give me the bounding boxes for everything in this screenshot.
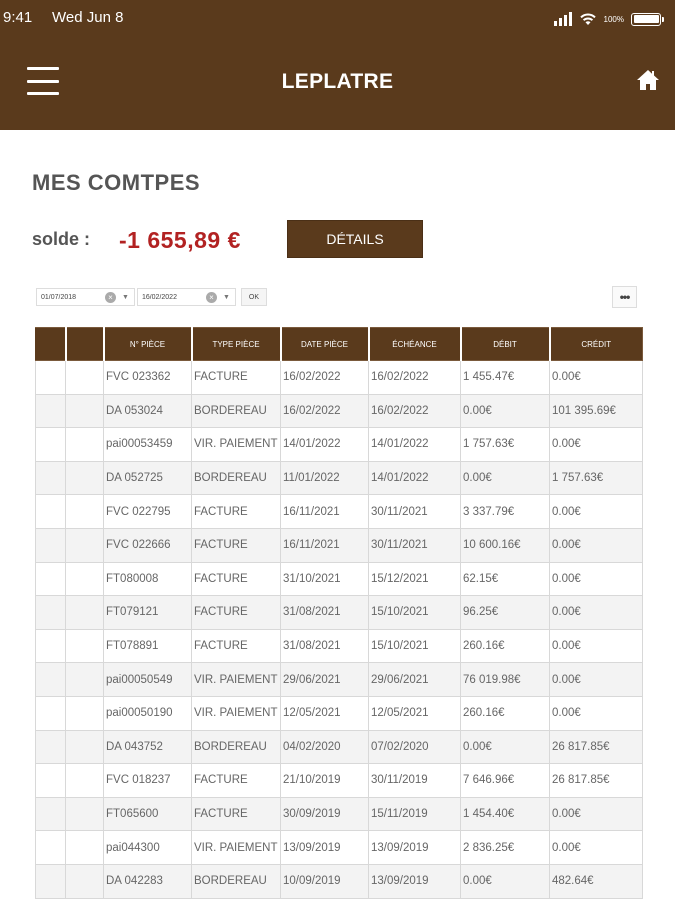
select-cell — [36, 764, 66, 798]
due-date-cell: 30/11/2019 — [369, 764, 461, 798]
select-cell — [36, 596, 66, 630]
due-date-cell: 12/05/2021 — [369, 696, 461, 730]
credit-cell: 26 817.85€ — [550, 730, 643, 764]
column-header-due-date[interactable]: ÉCHÉANCE — [369, 328, 461, 361]
piece-date-cell: 10/09/2019 — [281, 864, 369, 898]
piece-date-cell: 16/02/2022 — [281, 394, 369, 428]
select-cell — [36, 495, 66, 529]
due-date-cell: 13/09/2019 — [369, 831, 461, 865]
piece-type-cell: VIR. PAIEMENT — [192, 428, 281, 462]
ok-button[interactable]: OK — [241, 288, 267, 306]
credit-cell: 0.00€ — [550, 831, 643, 865]
home-icon[interactable] — [636, 69, 660, 91]
status-indicators — [554, 12, 661, 26]
action-cell — [66, 764, 104, 798]
piece-type-cell: FACTURE — [192, 361, 281, 395]
piece-date-cell: 16/11/2021 — [281, 495, 369, 529]
select-cell — [36, 562, 66, 596]
select-cell — [36, 629, 66, 663]
piece-number-cell: pai044300 — [104, 831, 192, 865]
select-cell — [36, 696, 66, 730]
debit-cell: 1 455.47€ — [461, 361, 550, 395]
due-date-cell: 15/10/2021 — [369, 596, 461, 630]
action-cell — [66, 831, 104, 865]
table-header-row — [36, 328, 643, 361]
table-row[interactable] — [36, 629, 643, 663]
credit-cell: 1 757.63€ — [550, 461, 643, 495]
piece-date-cell: 11/01/2022 — [281, 461, 369, 495]
balance-label: solde : — [32, 229, 91, 249]
chevron-down-icon[interactable]: ▼ — [122, 293, 129, 301]
select-cell — [36, 394, 66, 428]
table-row[interactable] — [36, 461, 643, 495]
action-cell — [66, 629, 104, 663]
debit-cell: 0.00€ — [461, 864, 550, 898]
due-date-cell: 16/02/2022 — [369, 394, 461, 428]
piece-number-cell: pai00053459 — [104, 428, 192, 462]
debit-cell: 0.00€ — [461, 394, 550, 428]
due-date-cell: 07/02/2020 — [369, 730, 461, 764]
details-button[interactable]: DÉTAILS — [287, 220, 423, 258]
select-cell — [36, 461, 66, 495]
due-date-cell: 30/11/2021 — [369, 495, 461, 529]
table-row[interactable] — [36, 864, 643, 898]
piece-date-cell: 16/11/2021 — [281, 528, 369, 562]
due-date-cell: 15/10/2021 — [369, 629, 461, 663]
date-to-field[interactable] — [137, 288, 236, 306]
app-title: LEPLATRE — [281, 70, 394, 93]
date-from-field[interactable] — [36, 288, 135, 306]
credit-cell: 0.00€ — [550, 361, 643, 395]
piece-number-cell: FVC 022795 — [104, 495, 192, 529]
status-time: 9:41 — [3, 9, 33, 26]
debit-cell: 3 337.79€ — [461, 495, 550, 529]
piece-date-cell: 13/09/2019 — [281, 831, 369, 865]
select-cell — [36, 528, 66, 562]
table-row[interactable] — [36, 562, 643, 596]
select-cell — [36, 361, 66, 395]
credit-cell: 0.00€ — [550, 797, 643, 831]
debit-cell: 0.00€ — [461, 461, 550, 495]
piece-number-cell: DA 052725 — [104, 461, 192, 495]
status-date: Wed Jun 8 — [52, 9, 124, 26]
due-date-cell: 15/11/2019 — [369, 797, 461, 831]
action-cell — [66, 528, 104, 562]
credit-cell: 0.00€ — [550, 629, 643, 663]
piece-type-cell: FACTURE — [192, 562, 281, 596]
action-cell — [66, 495, 104, 529]
transactions-table — [35, 327, 643, 899]
piece-date-cell: 31/08/2021 — [281, 596, 369, 630]
debit-cell: 62.15€ — [461, 562, 550, 596]
credit-cell: 0.00€ — [550, 428, 643, 462]
action-cell — [66, 663, 104, 697]
due-date-cell: 16/02/2022 — [369, 361, 461, 395]
column-header-action[interactable] — [66, 328, 104, 361]
table-row[interactable] — [36, 663, 643, 697]
table-row[interactable] — [36, 495, 643, 529]
piece-type-cell: VIR. PAIEMENT — [192, 696, 281, 730]
battery-icon — [631, 13, 661, 26]
date-from-input[interactable] — [37, 294, 105, 301]
debit-cell: 1 454.40€ — [461, 797, 550, 831]
piece-type-cell: VIR. PAIEMENT — [192, 831, 281, 865]
piece-type-cell: FACTURE — [192, 797, 281, 831]
select-cell — [36, 730, 66, 764]
column-header-credit[interactable]: CRÉDIT — [550, 328, 643, 361]
clear-icon[interactable]: × — [206, 292, 217, 303]
credit-cell: 0.00€ — [550, 562, 643, 596]
piece-date-cell: 14/01/2022 — [281, 428, 369, 462]
table-row[interactable] — [36, 797, 643, 831]
piece-type-cell: FACTURE — [192, 764, 281, 798]
more-options-icon[interactable]: ••• — [612, 286, 637, 308]
piece-type-cell: VIR. PAIEMENT — [192, 663, 281, 697]
piece-number-cell: pai00050190 — [104, 696, 192, 730]
action-cell — [66, 864, 104, 898]
debit-cell: 2 836.25€ — [461, 831, 550, 865]
due-date-cell: 29/06/2021 — [369, 663, 461, 697]
piece-number-cell: DA 043752 — [104, 730, 192, 764]
select-cell — [36, 797, 66, 831]
piece-number-cell: DA 053024 — [104, 394, 192, 428]
column-header-debit[interactable]: DÉBIT — [461, 328, 550, 361]
action-cell — [66, 797, 104, 831]
cellular-signal-icon — [554, 12, 572, 26]
select-cell — [36, 831, 66, 865]
debit-cell: 76 019.98€ — [461, 663, 550, 697]
piece-type-cell: BORDEREAU — [192, 461, 281, 495]
piece-date-cell: 30/09/2019 — [281, 797, 369, 831]
select-cell — [36, 864, 66, 898]
credit-cell: 0.00€ — [550, 696, 643, 730]
table-row[interactable] — [36, 528, 643, 562]
column-header-select[interactable] — [36, 328, 66, 361]
piece-number-cell: FT079121 — [104, 596, 192, 630]
piece-date-cell: 16/02/2022 — [281, 361, 369, 395]
debit-cell: 96.25€ — [461, 596, 550, 630]
credit-cell: 0.00€ — [550, 596, 643, 630]
debit-cell: 1 757.63€ — [461, 428, 550, 462]
battery-percentage: 100% — [603, 14, 624, 24]
due-date-cell: 15/12/2021 — [369, 562, 461, 596]
piece-date-cell: 12/05/2021 — [281, 696, 369, 730]
action-cell — [66, 461, 104, 495]
table-row[interactable] — [36, 831, 643, 865]
action-cell — [66, 730, 104, 764]
piece-number-cell: FVC 023362 — [104, 361, 192, 395]
credit-cell: 26 817.85€ — [550, 764, 643, 798]
piece-date-cell: 21/10/2019 — [281, 764, 369, 798]
credit-cell: 0.00€ — [550, 528, 643, 562]
piece-type-cell: FACTURE — [192, 528, 281, 562]
piece-type-cell: BORDEREAU — [192, 394, 281, 428]
piece-number-cell: FT080008 — [104, 562, 192, 596]
clear-icon[interactable]: × — [105, 292, 116, 303]
due-date-cell: 14/01/2022 — [369, 428, 461, 462]
page-title: MES COMTPES — [32, 170, 201, 195]
action-cell — [66, 696, 104, 730]
table-row[interactable] — [36, 596, 643, 630]
due-date-cell: 13/09/2019 — [369, 864, 461, 898]
piece-number-cell: FVC 018237 — [104, 764, 192, 798]
piece-number-cell: FT065600 — [104, 797, 192, 831]
column-header-piece-type[interactable]: TYPE PIÈCE — [192, 328, 281, 361]
piece-date-cell: 04/02/2020 — [281, 730, 369, 764]
balance-value: -1 655,89 € — [119, 227, 241, 253]
table-row[interactable] — [36, 696, 643, 730]
piece-date-cell: 29/06/2021 — [281, 663, 369, 697]
piece-type-cell: FACTURE — [192, 596, 281, 630]
action-cell — [66, 394, 104, 428]
credit-cell: 101 395.69€ — [550, 394, 643, 428]
column-header-piece-number[interactable]: N° PIÈCE — [104, 328, 192, 361]
action-cell — [66, 361, 104, 395]
piece-number-cell: FVC 022666 — [104, 528, 192, 562]
table-row[interactable] — [36, 730, 643, 764]
credit-cell: 0.00€ — [550, 495, 643, 529]
credit-cell: 482.64€ — [550, 864, 643, 898]
piece-type-cell: FACTURE — [192, 629, 281, 663]
piece-date-cell: 31/08/2021 — [281, 629, 369, 663]
piece-number-cell: DA 042283 — [104, 864, 192, 898]
piece-number-cell: pai00050549 — [104, 663, 192, 697]
column-header-piece-date[interactable]: DATE PIÈCE — [281, 328, 369, 361]
piece-number-cell: FT078891 — [104, 629, 192, 663]
piece-type-cell: FACTURE — [192, 495, 281, 529]
debit-cell: 0.00€ — [461, 730, 550, 764]
select-cell — [36, 428, 66, 462]
select-cell — [36, 663, 66, 697]
table-row[interactable] — [36, 764, 643, 798]
table-row[interactable] — [36, 361, 643, 395]
action-cell — [66, 428, 104, 462]
action-cell — [66, 562, 104, 596]
due-date-cell: 14/01/2022 — [369, 461, 461, 495]
table-row[interactable] — [36, 428, 643, 462]
date-filter-bar — [36, 288, 267, 306]
due-date-cell: 30/11/2021 — [369, 528, 461, 562]
table-row[interactable] — [36, 394, 643, 428]
debit-cell: 260.16€ — [461, 696, 550, 730]
date-to-input[interactable] — [138, 294, 206, 301]
debit-cell: 10 600.16€ — [461, 528, 550, 562]
credit-cell: 0.00€ — [550, 663, 643, 697]
debit-cell: 260.16€ — [461, 629, 550, 663]
piece-date-cell: 31/10/2021 — [281, 562, 369, 596]
piece-type-cell: BORDEREAU — [192, 864, 281, 898]
piece-type-cell: BORDEREAU — [192, 730, 281, 764]
app-header — [0, 0, 675, 130]
table-body — [36, 361, 643, 899]
wifi-icon — [579, 12, 597, 26]
action-cell — [66, 596, 104, 630]
debit-cell: 7 646.96€ — [461, 764, 550, 798]
chevron-down-icon[interactable]: ▼ — [222, 293, 230, 301]
